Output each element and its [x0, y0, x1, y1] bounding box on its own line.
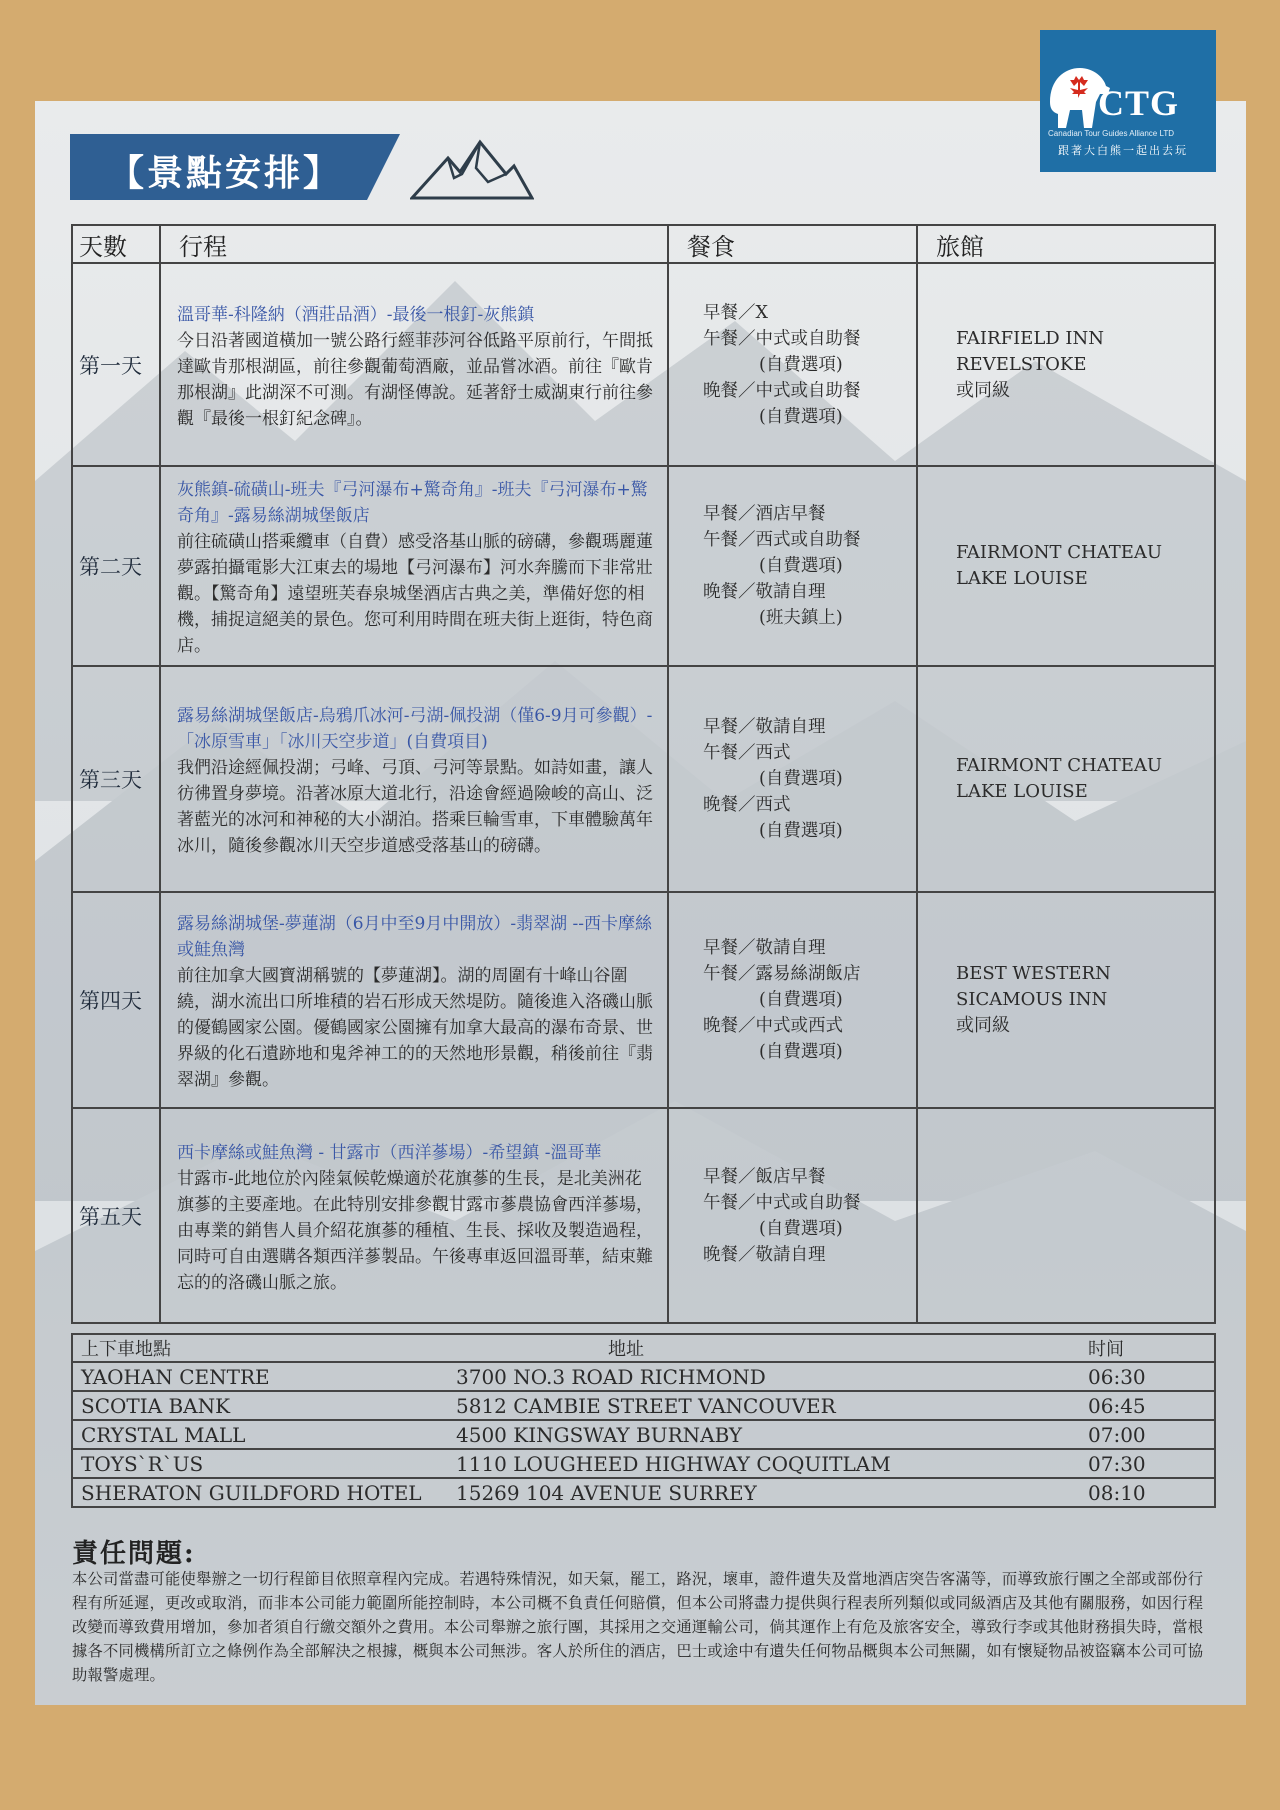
hotel-cell [917, 1108, 1215, 1323]
hotel-line: FAIRFIELD INN [956, 327, 1105, 349]
day-label: 第四天 [79, 985, 142, 1015]
trip-cell [160, 1108, 668, 1323]
hotel-line: BEST WESTERN [956, 963, 1111, 984]
trip-description: 甘露市-此地位於內陸氣候乾燥適於花旗蔘的生長，是北美洲花旗蔘的主要產地。在此特別安排參觀甘露市蔘農協會西洋蔘場，由專業的銷售人員介紹花旗蔘的種植、生長、採收及製造過程，同時可自由選購各類西洋蔘製品。午後專車返回溫哥華，結束難忘的的洛磯山脈之旅。 [177, 1168, 653, 1293]
meal-line: 晚餐／敬請自理 [703, 582, 826, 602]
hotel-line: 或同級 [956, 1015, 1010, 1036]
meal-line: 晚餐／敬請自理 [703, 1244, 826, 1265]
hotel-line: SICAMOUS INN [956, 989, 1108, 1010]
pickup-address: 5812 CAMBIE STREET VANCOUVER [448, 1391, 1078, 1420]
pickup-row [72, 1362, 1215, 1391]
header-trip: 行程 [160, 225, 668, 263]
section-title: 【景點安排】 [108, 152, 343, 194]
pickup-address: 4500 KINGSWAY BURNABY [448, 1420, 1078, 1449]
meals-cell [668, 1108, 917, 1323]
logo-slogan: 跟著大白熊一起出去玩 [1058, 144, 1188, 157]
meal-line: 午餐／西式 [703, 743, 791, 763]
pickup-time: 08:10 [1078, 1478, 1215, 1507]
pickup-place: SHERATON GUILDFORD HOTEL [72, 1478, 448, 1507]
pickup-place: TOYS`R`US [72, 1449, 448, 1478]
meal-line: 午餐／中式或自助餐 [703, 328, 861, 349]
trip-cell [160, 666, 668, 892]
meals-cell [668, 666, 917, 892]
meal-note: (自費選項) [759, 1042, 843, 1062]
day-label: 第五天 [79, 1201, 142, 1231]
trip-cell [160, 466, 668, 666]
meal-line: 晚餐／中式或自助餐 [703, 380, 861, 401]
trip-title: 溫哥華-科隆納（酒莊品酒）-最後一根釘-灰熊鎮 [177, 304, 535, 325]
mountain-icon [410, 138, 534, 200]
header-address: 地址 [448, 1334, 1078, 1362]
itinerary-table [71, 224, 1216, 1324]
pickup-time: 07:30 [1078, 1449, 1215, 1478]
pickup-time: 06:30 [1078, 1362, 1215, 1391]
hotel-cell [917, 666, 1215, 892]
meal-line: 早餐／敬請自理 [703, 938, 826, 958]
meal-note: (自費選項) [759, 406, 843, 427]
hotel-line: FAIRMONT CHATEAU [956, 542, 1163, 563]
responsibility-body: 本公司當盡可能使舉辦之一切行程節目依照章程內完成。若遇特殊情況，如天氣，罷工，路況，壞車，證件遺失及當地酒店突告客滿等，而導致旅行團之全部或部份行程有所延遲，更改或取消，而非本公司能力範圍所能控制時，本公司概不負責任何賠償，但本公司將盡力提供與行程表所列類似或同級酒店及其他有關服務，如因行程改變而導致費用增加，參加者須自行繳交額外之費用。本公司舉辦之旅行團，其採用之交通運輸公司，倘其運作上有危及旅客安全，導致行李或其他財務損失時，當根據各不同機構所訂立之條例作為全部解決之根據，概與本公司無涉。客人於所住的酒店，巴士或途中有遺失任何物品概與本公司無關，如有懷疑物品被盜竊本公司可協助報警處理。 [72, 1570, 1204, 1684]
day-cell [72, 666, 160, 892]
itinerary-row [72, 263, 1215, 466]
trip-cell [160, 892, 668, 1108]
logo-brand: CTG [1098, 83, 1180, 123]
meal-line: 早餐／敬請自理 [703, 717, 826, 737]
header-day: 天數 [72, 225, 160, 263]
itinerary-row [72, 892, 1215, 1108]
hotel-line: LAKE LOUISE [956, 781, 1088, 802]
meal-line: 早餐／酒店早餐 [703, 504, 826, 524]
itinerary-header-row [72, 225, 1215, 263]
hotel-line: LAKE LOUISE [956, 568, 1088, 589]
pickup-place: YAOHAN CENTRE [72, 1362, 448, 1391]
trip-description: 前往硫磺山搭乘纜車（自費）感受洛基山脈的磅礴，參觀瑪麗蓮夢露拍攝電影大江東去的場地【弓河瀑布】河水奔騰而下非常壯觀。【驚奇角】遠望班芙春泉城堡酒店古典之美，準備好您的相機，捕捉這絕美的景色。您可利用時間在班夫街上逛街，特色商店。 [177, 532, 653, 656]
meal-line: 晚餐／中式或西式 [703, 1016, 843, 1036]
meal-note: (自費選項) [759, 354, 843, 375]
trip-title: 露易絲湖城堡飯店-烏鴉爪冰河-弓湖-佩投湖（僅6-9月可參觀）-「冰原雪車」「冰川天空步道」(自費項目) [177, 706, 653, 752]
trip-description: 今日沿著國道橫加一號公路行經菲莎河谷低路平原前行，午間抵達歐肯那根湖區，前往參觀葡萄酒廠，並品嘗冰酒。前往『歐肯那根湖』此湖深不可測。有湖怪傳說。延著舒士威湖東行前往參觀『最後一根釘紀念碑』。 [177, 330, 653, 429]
pickup-time: 06:45 [1078, 1391, 1215, 1420]
meal-note: (自費選項) [759, 990, 843, 1010]
pickup-row [72, 1449, 1215, 1478]
trip-title: 灰熊鎮-硫磺山-班夫『弓河瀑布+驚奇角』-班夫『弓河瀑布+驚奇角』-露易絲湖城堡飯店 [177, 480, 648, 526]
meal-line: 午餐／中式或自助餐 [703, 1192, 861, 1213]
trip-title: 西卡摩絲或鮭魚灣 - 甘露市（西洋蔘場）-希望鎮 -溫哥華 [177, 1142, 602, 1163]
header-time: 时间 [1078, 1334, 1215, 1362]
trip-cell [160, 263, 668, 466]
meal-note: (班夫鎮上) [759, 608, 843, 628]
trip-description: 前往加拿大國寶湖稱號的【夢蓮湖】。湖的周圍有十峰山谷圍繞，湖水流出口所堆積的岩石形成天然堤防。隨後進入洛磯山脈的優鶴國家公園。優鶴國家公園擁有加拿大最高的瀑布奇景、世界級的化石遺跡地和鬼斧神工的的天然地形景觀，稍後前往『翡翠湖』參觀。 [177, 966, 653, 1090]
meals-cell [668, 892, 917, 1108]
header-place: 上下車地點 [72, 1334, 448, 1362]
logo-subtitle: Canadian Tour Guides Alliance LTD [1048, 129, 1174, 138]
hotel-line: 或同級 [956, 379, 1010, 401]
hotel-line: FAIRMONT CHATEAU [956, 755, 1163, 776]
header-meals: 餐食 [668, 225, 917, 263]
day-label: 第一天 [79, 350, 142, 380]
responsibility-title: 責任問題: [72, 1539, 196, 1569]
pickup-address: 3700 NO.3 ROAD RICHMOND [448, 1362, 1078, 1391]
pickup-row [72, 1478, 1215, 1507]
pickup-row [72, 1420, 1215, 1449]
meal-note: (自費選項) [759, 556, 843, 576]
hotel-cell [917, 892, 1215, 1108]
meal-line: 晚餐／西式 [703, 795, 791, 815]
ctg-logo [1040, 30, 1216, 172]
meals-cell [668, 263, 917, 466]
pickup-address: 1110 LOUGHEED HIGHWAY COQUITLAM [448, 1449, 1078, 1478]
header-hotel: 旅館 [917, 225, 1215, 263]
pickup-header-row [72, 1334, 1215, 1362]
itinerary-row [72, 1108, 1215, 1323]
trip-description: 我們沿途經佩投湖；弓峰、弓頂、弓河等景點。如詩如畫，讓人彷彿置身夢境。沿著冰原大道北行，沿途會經過險峻的高山、泛著藍光的冰河和神秘的大小湖泊。搭乘巨輪雪車，下車體驗萬年冰川，隨後參觀冰川天空步道感受落基山的磅礴。 [177, 758, 653, 856]
meal-line: 早餐／X [703, 302, 768, 323]
meal-note: (自費選項) [759, 769, 843, 789]
hotel-line: REVELSTOKE [956, 353, 1087, 375]
day-cell [72, 263, 160, 466]
day-cell [72, 1108, 160, 1323]
meals-cell [668, 466, 917, 666]
meal-line: 午餐／西式或自助餐 [703, 530, 861, 550]
meal-note: (自費選項) [759, 1218, 843, 1239]
pickup-place: CRYSTAL MALL [72, 1420, 448, 1449]
itinerary-row [72, 466, 1215, 666]
pickup-row [72, 1391, 1215, 1420]
meal-line: 早餐／飯店早餐 [703, 1166, 826, 1187]
meal-note: (自費選項) [759, 821, 843, 841]
hotel-cell [917, 466, 1215, 666]
pickup-time: 07:00 [1078, 1420, 1215, 1449]
day-label: 第三天 [79, 764, 142, 794]
pickup-place: SCOTIA BANK [72, 1391, 448, 1420]
day-label: 第二天 [79, 551, 142, 581]
itinerary-row [72, 666, 1215, 892]
day-cell [72, 466, 160, 666]
meal-line: 午餐／露易絲湖飯店 [703, 964, 861, 984]
hotel-cell [917, 263, 1215, 466]
day-cell [72, 892, 160, 1108]
pickup-address: 15269 104 AVENUE SURREY [448, 1478, 1078, 1507]
pickup-table [71, 1333, 1216, 1508]
trip-title: 露易絲湖城堡-夢蓮湖（6月中至9月中開放）-翡翠湖 --西卡摩絲或鮭魚灣 [177, 914, 653, 960]
